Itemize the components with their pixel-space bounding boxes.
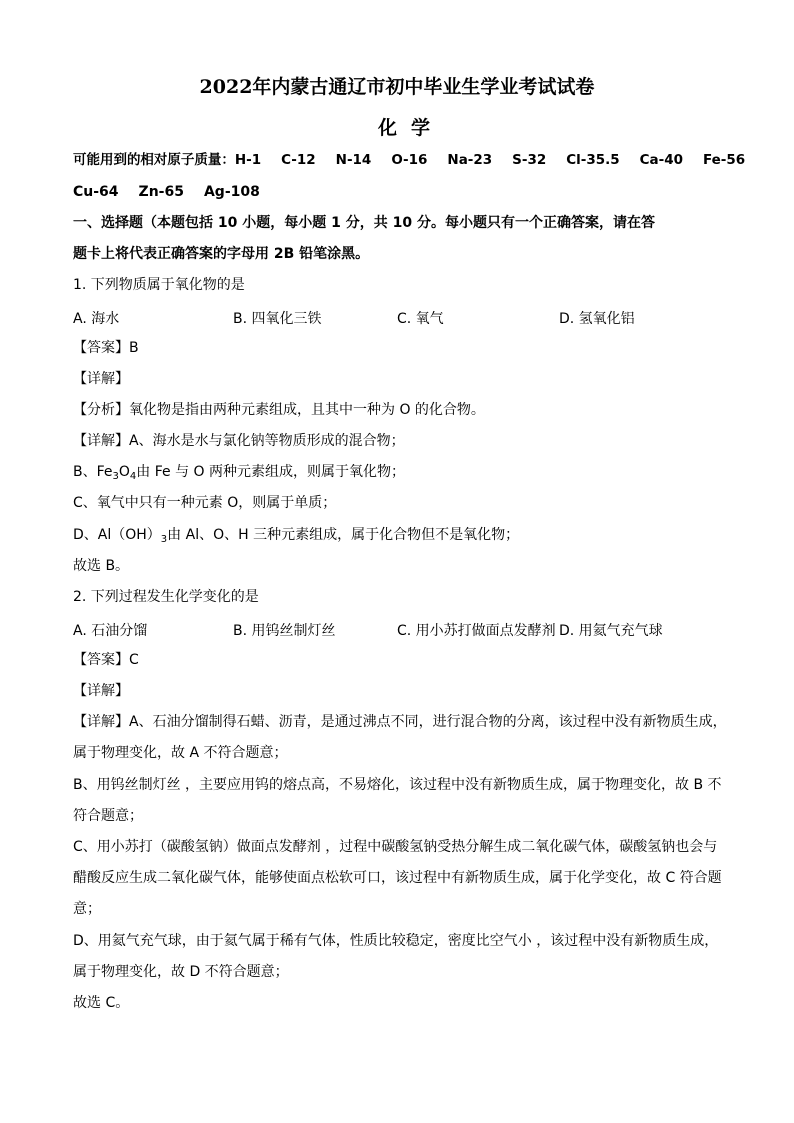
atomic-mass-item: Ca-40 (639, 152, 683, 168)
question-2-answer: 【答案】C (73, 652, 139, 668)
atomic-masses-line-1 (73, 151, 745, 169)
question-2-detail-a-2: 属于物理变化，故 A 不符合题意； (73, 745, 288, 761)
question-1-conclusion: 故选 B。 (73, 558, 130, 574)
subject-title: 化学 (377, 117, 444, 139)
question-1-detail-d (73, 526, 519, 544)
text-fragment: B、Fe (73, 464, 113, 480)
text-fragment: 由 Fe 与 O 两种元素组成，则属于氧化物； (136, 464, 406, 480)
question-1-option-c: C. 氧气 (397, 311, 444, 327)
question-1-analysis: 【分析】氧化物是指由两种元素组成，且其中一种为 O 的化合物。 (73, 402, 485, 418)
atomic-mass-item: Fe-56 (702, 152, 746, 168)
question-1-detail-c: C、氧气中只有一种元素 O，则属于单质； (73, 495, 337, 511)
question-2-detail-b-2: 符合题意； (73, 808, 143, 824)
question-2-option-b: B. 用钨丝制灯丝 (233, 623, 336, 639)
question-1-answer: 【答案】B (73, 340, 139, 356)
atomic-masses-label: 可能用到的相对原子质量： (73, 152, 235, 168)
question-2-options (73, 620, 733, 638)
question-2-detail-b-1: B、用钨丝制灯丝 ，主要应用钨的熔点高，不易熔化，该过程中没有新物质生成，属于物理变化，故 B 不 (73, 777, 722, 793)
atomic-mass-item: Cu-64 (73, 184, 119, 200)
atomic-mass-item: Ag-108 (203, 184, 260, 200)
atomic-mass-item: Cl-35.5 (566, 152, 620, 168)
question-2-stem: 2. 下列过程发生化学变化的是 (73, 589, 259, 605)
question-2-conclusion: 故选 C。 (73, 995, 130, 1011)
question-2-detail-c-3: 意； (73, 901, 101, 917)
question-2-detail-c-1: C、用小苏打（碳酸氢钠）做面点发酵剂 ，过程中碳酸氢钠受热分解生成二氧化碳气体，碳酸氢钠也会与 (73, 839, 718, 855)
question-2-detail-d-2: 属于物理变化，故 D 不符合题意； (73, 964, 289, 980)
question-1-option-b: B. 四氧化三铁 (233, 311, 322, 327)
question-1-stem: 1. 下列物质属于氧化物的是 (73, 277, 245, 293)
atomic-mass-item: Zn-65 (138, 184, 184, 200)
subscript: 3 (112, 471, 119, 482)
subscript: 3 (160, 534, 168, 545)
question-2-detail-c-2: 醋酸反应生成二氧化碳气体，能够使面点松软可口，该过程中有新物质生成，属于化学变化，故 C 符合题 (73, 870, 722, 886)
subscript: 4 (129, 471, 137, 482)
atomic-mass-item: S-32 (512, 152, 547, 168)
text-fragment: D、Al（OH） (73, 527, 161, 543)
atomic-mass-item: H-1 (234, 152, 262, 168)
question-1-option-a: A. 海水 (73, 311, 120, 327)
atomic-mass-item: Na-23 (447, 152, 493, 168)
question-1-detail-b (73, 463, 405, 481)
question-2-option-d: D. 用氦气充气球 (559, 623, 663, 639)
question-2-detail-a-1: 【详解】A、石油分馏制得石蜡、沥青，是通过沸点不同，进行混合物的分离，该过程中没有新物质生成， (73, 714, 727, 730)
atomic-mass-item: N-14 (335, 152, 372, 168)
text-fragment: O (118, 464, 130, 480)
question-2-option-a: A. 石油分馏 (73, 623, 148, 639)
question-2-option-c: C. 用小苏打做面点发酵剂 (397, 623, 556, 639)
question-2-detail-label: 【详解】 (73, 683, 129, 699)
text-fragment: 由 Al、O、H 三种元素组成，属于化合物但不是氧化物； (167, 527, 520, 543)
atomic-mass-item: O-16 (391, 152, 428, 168)
question-1-detail-a: 【详解】A、海水是水与氯化钠等物质形成的混合物； (73, 433, 405, 449)
section-heading-line-2: 题卡上将代表正确答案的字母用 2B 铅笔涂黑。 (73, 246, 370, 262)
question-1-options (73, 308, 733, 326)
section-heading-line-1: 一、选择题（本题包括 10 小题，每小题 1 分，共 10 分。每小题只有一个正确答案，请在答 (73, 215, 655, 231)
exam-title: 2022年内蒙古通辽市初中毕业生学业考试试卷 (199, 76, 595, 98)
question-2-detail-d-1: D、用氦气充气球，由于氦气属于稀有气体，性质比较稳定，密度比空气小 ，该过程中没有新物质生成， (73, 933, 719, 949)
question-1-option-d: D. 氢氧化铝 (559, 311, 635, 327)
atomic-masses-line-2 (73, 183, 280, 201)
question-1-detail-label: 【详解】 (73, 371, 129, 387)
atomic-mass-item: C-12 (281, 152, 316, 168)
